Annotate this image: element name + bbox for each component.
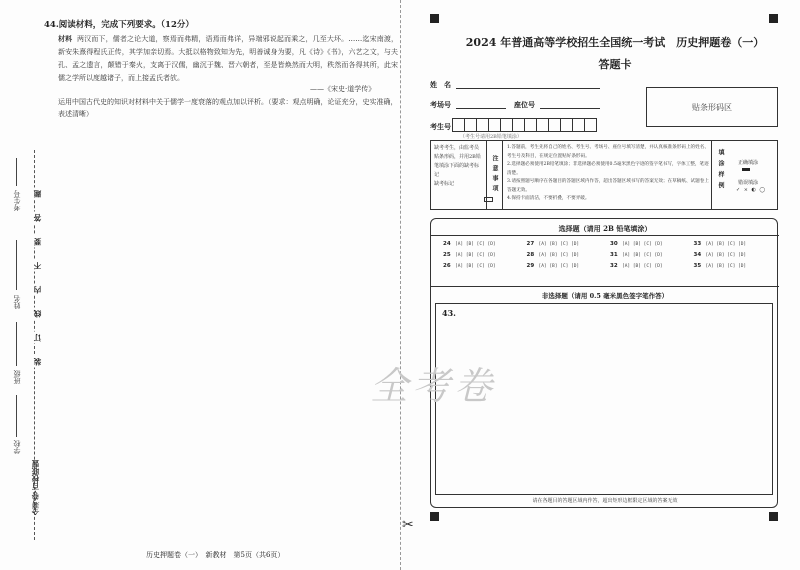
answer-card <box>410 0 800 570</box>
mc-question[interactable] <box>694 263 774 269</box>
mc-question[interactable] <box>443 263 523 269</box>
mc-question[interactable] <box>610 241 690 247</box>
seal-char: 装 <box>33 358 42 366</box>
question-43-number: 43. <box>442 308 456 318</box>
mc-number: 35 <box>693 263 702 269</box>
name-field[interactable] <box>456 88 600 89</box>
name-field-label: 姓 名 <box>430 80 451 89</box>
digit-cell[interactable] <box>584 118 597 132</box>
mc-options[interactable]: [A] [B] [C] [D] <box>705 252 747 258</box>
binding-strip <box>4 150 74 540</box>
name-label: 姓名 <box>13 295 21 309</box>
exam-no-note: （考生号请用2B铅笔填涂） <box>460 134 522 140</box>
mc-grid <box>443 241 773 269</box>
answer-area-footnote: 请在各题目的答题区域内作答，超出矩形边框限定区域的答案无效 <box>532 498 678 504</box>
mc-options[interactable]: [A] [B] [C] [D] <box>622 252 663 258</box>
mc-number: 33 <box>693 241 702 247</box>
mc-options[interactable]: [A] [B] [C] [D] <box>538 263 580 269</box>
fill-wrong-label: 错误填涂 <box>738 180 759 186</box>
scissors-icon: ✂ <box>402 517 414 533</box>
question-requirement: 运用中国古代史的知识对材料中关于儒学一度衰落的观点加以评析。（要求：观点明确，论证充分，史实准确，表述清晰） <box>58 98 398 118</box>
mc-question[interactable] <box>527 241 607 247</box>
notice-line: 4.保持卡面清洁，不要折叠，不要弄破。 <box>507 196 590 201</box>
seal-char: 订 <box>33 334 42 342</box>
exam-room-label: 考场号 <box>430 100 451 109</box>
mc-question[interactable] <box>610 252 690 258</box>
seal-char: 答 <box>33 214 42 222</box>
mc-number: 34 <box>693 252 702 258</box>
mc-question[interactable] <box>694 252 774 258</box>
mc-options[interactable]: [A] [B] [C] [D] <box>705 241 747 247</box>
mc-number: 26 <box>443 263 451 269</box>
fill-correct-label: 正确填涂 <box>738 160 759 166</box>
mc-number: 32 <box>610 263 618 269</box>
mc-number: 29 <box>526 263 535 269</box>
brand-label: 全考卷·百校联盟 <box>31 460 40 516</box>
school-label: 学校 <box>13 440 21 454</box>
corner-mark <box>430 14 439 23</box>
absent-note-text: 缺考考生，由监考员贴条形码，并用2B铅笔填涂下面的缺考标记 <box>434 145 481 178</box>
corner-mark <box>769 14 778 23</box>
class-label: 班级 <box>13 370 21 384</box>
mc-options[interactable]: [A] [B] [C] [D] <box>538 241 580 247</box>
card-title: 2024 年普通高等学校招生全国统一考试 历史押题卷（一） <box>465 36 765 49</box>
mc-options[interactable]: [A] [B] [C] [D] <box>622 263 663 269</box>
mc-divider <box>431 235 779 236</box>
mc-question[interactable] <box>443 241 523 247</box>
material-text <box>58 32 398 85</box>
notice-text <box>507 144 711 204</box>
exam-no-label: 考生号 <box>13 190 21 211</box>
seat-label: 座位号 <box>514 100 535 109</box>
mc-options[interactable]: [A] [B] [C] [D] <box>455 241 496 247</box>
mc-question[interactable] <box>610 263 690 269</box>
seal-char: 内 <box>33 286 42 294</box>
class-line <box>16 322 17 366</box>
corner-mark <box>430 512 439 521</box>
absent-label: 缺考标记 <box>434 181 455 187</box>
mc-options[interactable]: [A] [B] [C] [D] <box>455 252 496 258</box>
left-footer: 历史押题卷（一） 新教材 第5页（共6页） <box>146 551 285 559</box>
school-line <box>16 395 17 437</box>
non-mc-title: 非选择题（请用 0.5 毫米黑色签字笔作答） <box>541 292 669 300</box>
seal-char: 不 <box>33 262 42 270</box>
mc-number: 31 <box>610 252 618 258</box>
notice-line: 3.请按照题号顺序在各题目的答题区域内作答，超出答题区域书写的答案无效；在草稿纸、试题卷上答题无效。 <box>507 179 709 193</box>
mc-question[interactable] <box>694 241 774 247</box>
fill-sample-box <box>712 140 778 210</box>
exam-no-grid[interactable] <box>452 118 596 132</box>
fill-correct-mark <box>742 168 750 171</box>
watermark: 全考卷 <box>370 364 497 408</box>
mc-options[interactable]: [A] [B] [C] [D] <box>622 241 663 247</box>
exam-no-line <box>16 158 17 186</box>
material-label: 材料 <box>58 34 73 43</box>
notice-line: 1.答题前，考生先将自己的姓名、考生号、考场号、座位号填写清楚，并认真核准条形码上的姓名、考生号及科目，在规定位置贴好条形码。 <box>507 145 709 159</box>
mc-options[interactable]: [A] [B] [C] [D] <box>705 263 747 269</box>
material-body: 两汉而下，儒者之论大道，察焉而弗精，语焉而弗详，异端邪说起而乘之，几至大坏。……迄宋南渡，新安朱熹得程氏正传，其学加亲切焉。大抵以格物致知为先，明善诚身为要，凡《诗》《书》，六艺之文，与夫孔、孟之遗言，颠错于秦火，支离于汉儒，幽沉于魏、晋六朝者，至是皆焕然而大明，秩然而各得其所，此宋儒之学所以度越诸子，而上接孟氏者欤。 <box>58 35 399 82</box>
mc-options[interactable]: [A] [B] [C] [D] <box>538 252 580 258</box>
notice-line: 2.选择题必须使用2B铅笔填涂；非选择题必须使用0.5毫米黑色字迹的签字笔书写，字体工整，笔迹清楚。 <box>507 162 709 176</box>
exam-room-field[interactable] <box>456 108 506 109</box>
mc-question[interactable] <box>527 252 607 258</box>
mc-question[interactable] <box>527 263 607 269</box>
fill-sample-label: 填涂样例 <box>717 149 724 193</box>
instructions-box <box>430 140 712 210</box>
mc-number: 28 <box>526 252 535 258</box>
mc-title: 选择题（请用 2B 铅笔填涂） <box>558 224 652 233</box>
mc-options[interactable]: [A] [B] [C] [D] <box>455 263 496 269</box>
question-44-heading: 44.阅读材料，完成下列要求。（12分） <box>44 20 194 30</box>
exam-no-field-label: 考生号 <box>430 122 451 131</box>
page-divider <box>400 0 401 570</box>
barcode-label: 贴条形码区 <box>692 102 732 112</box>
name-line <box>16 240 17 290</box>
mc-number: 25 <box>443 252 451 258</box>
fill-wrong-marks: ✓ × ◐ ◯ <box>736 187 767 193</box>
mc-bottom-divider <box>431 286 779 287</box>
mc-question[interactable] <box>443 252 523 258</box>
corner-mark <box>769 512 778 521</box>
absent-note <box>431 141 487 209</box>
seal-char: 要 <box>33 238 42 246</box>
mc-number: 30 <box>610 241 618 247</box>
card-subtitle: 答题卡 <box>598 58 632 71</box>
seat-field[interactable] <box>540 108 600 109</box>
mc-number: 24 <box>443 241 451 247</box>
notice-label: 注意事项 <box>487 141 503 209</box>
seal-char: 线 <box>33 310 42 318</box>
barcode-area <box>646 87 778 127</box>
seal-char: 题 <box>33 190 42 198</box>
mc-number: 27 <box>526 241 535 247</box>
material-source: ——《宋史·道学传》 <box>310 85 376 93</box>
